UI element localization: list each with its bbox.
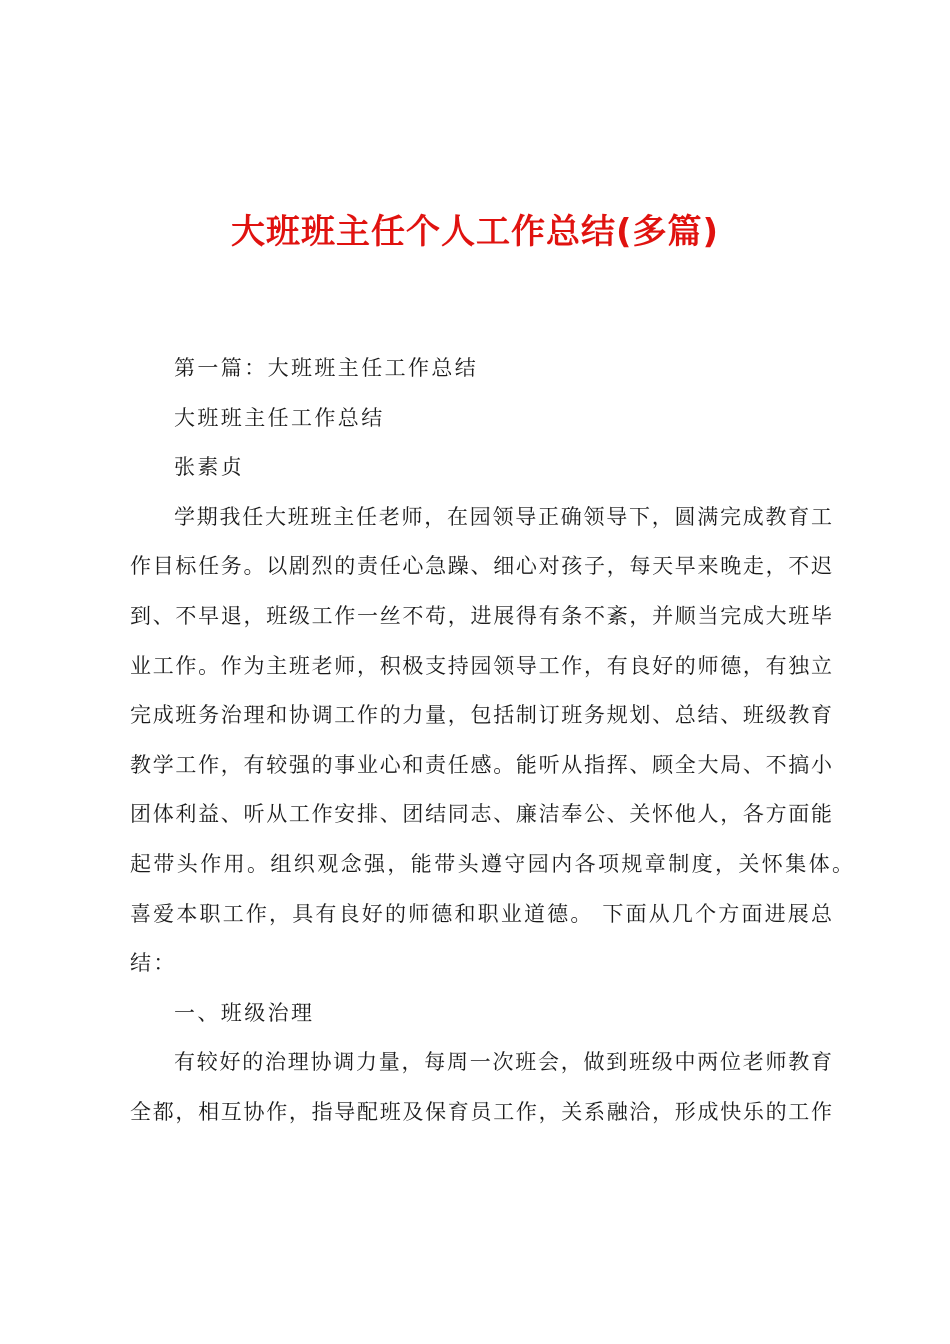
paragraph-line: 教学工作，有较强的事业心和责任感。能听从指挥、顾全大局、不搞小 [130, 752, 832, 777]
paragraph-line: 作目标任务。以剧烈的责任心急躁、细心对孩子，每天早来晚走，不迟 [130, 554, 832, 579]
document-title: 大班班主任个人工作总结(多篇) [230, 212, 720, 252]
paragraph-class-management [130, 1038, 832, 1137]
paragraph-line: 起带头作用。组织观念强，能带头遵守园内各项规章制度，关怀集体。 [130, 851, 856, 876]
section-heading: 第一篇：大班班主任工作总结 [174, 356, 479, 380]
paragraph-line: 喜爱本职工作，具有良好的师德和职业道德。 下面从几个方面进展总 [130, 901, 832, 926]
paragraph-line: 团体利益、听从工作安排、团结同志、廉洁奉公、关怀他人，各方面能 [130, 802, 832, 827]
paragraph-line: 完成班务治理和协调工作的力量，包括制订班务规划、总结、班级教育 [130, 703, 832, 728]
paragraph-line: 有较好的治理协调力量，每周一次班会，做到班级中两位老师教育 [174, 1050, 832, 1075]
paragraph-line: 业工作。作为主班老师，积极支持园领导工作，有良好的师德，有独立 [130, 653, 832, 678]
document-subtitle: 大班班主任工作总结 [174, 405, 385, 430]
paragraph-intro [130, 493, 856, 989]
document-body [130, 344, 856, 1138]
author-name: 张素贞 [174, 455, 245, 480]
section-heading-class-management: 一、班级治理 [174, 1000, 315, 1025]
paragraph-line: 学期我任大班班主任老师，在园领导正确领导下，圆满完成教育工 [174, 504, 832, 529]
paragraph-line: 结： [130, 951, 177, 976]
paragraph-line: 到、不早退，班级工作一丝不苟，进展得有条不紊，并顺当完成大班毕 [130, 603, 832, 628]
paragraph-line: 全都，相互协作，指导配班及保育员工作，关系融洽，形成快乐的工作 [130, 1099, 832, 1124]
